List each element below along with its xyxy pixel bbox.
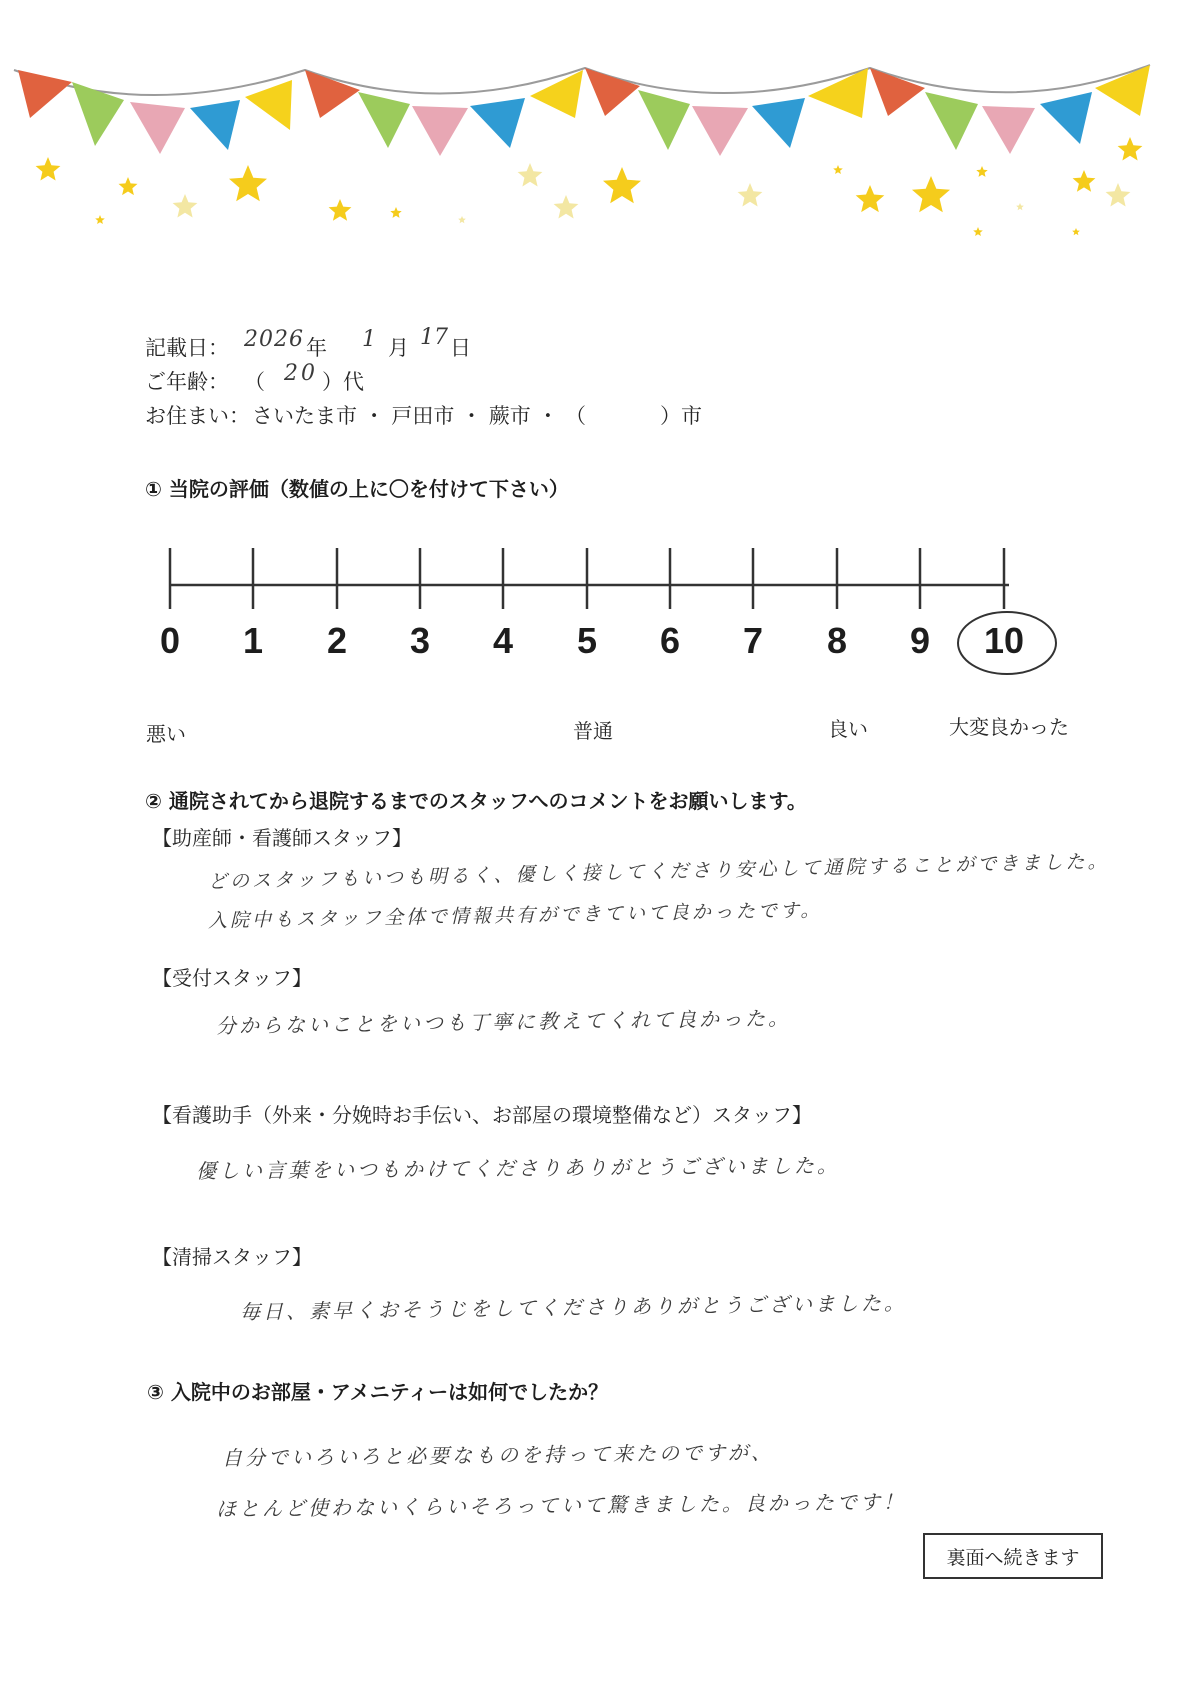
section-label-midwife: 【助産師・看護師スタッフ】: [152, 826, 412, 850]
star-icon: [229, 165, 267, 201]
residence-options: さいたま市 ・ 戸田市 ・ 蕨市 ・ （: [252, 404, 587, 428]
age-value: 20: [284, 361, 318, 386]
scale-number-8[interactable]: 8: [826, 620, 848, 661]
star-icon: [912, 176, 950, 212]
bunting-flag: [1095, 65, 1150, 116]
scale-number-6[interactable]: 6: [659, 620, 681, 661]
age-close-paren: ）代: [322, 370, 364, 394]
label-great: 大変良かった: [949, 715, 1069, 739]
scale-number-4[interactable]: 4: [492, 620, 514, 661]
bunting-flag: [692, 106, 748, 156]
label-normal: 普通: [573, 719, 613, 743]
star-icon: [738, 183, 763, 207]
star-icon: [833, 165, 843, 174]
bunting-banner: [0, 0, 1190, 260]
comment-midwife-line-2: 入院中もスタッフ全体で情報共有ができていて良かったです。: [207, 899, 823, 932]
scale-number-2[interactable]: 2: [326, 620, 348, 661]
scale-number-7[interactable]: 7: [742, 620, 764, 661]
bunting-flag: [305, 70, 360, 118]
star-icon: [329, 199, 352, 221]
year-unit: 年: [306, 336, 327, 360]
date-month-value: 1: [362, 327, 379, 352]
comment-reception-line-1: 分からないことをいつも丁寧に教えてくれて良かった。: [215, 1005, 792, 1038]
star-icon: [390, 207, 401, 218]
q1-title: ① 当院の評価（数値の上に〇を付けて下さい）: [145, 477, 569, 501]
scale-number-9[interactable]: 9: [909, 620, 931, 661]
scale-number-3[interactable]: 3: [409, 620, 431, 661]
section-label-assistant: 【看護助手（外来・分娩時お手伝い、お部屋の環境整備など）スタッフ】: [152, 1103, 812, 1127]
bunting-flag: [130, 102, 185, 154]
bunting-flag: [808, 68, 868, 118]
bunting-flag: [982, 106, 1035, 154]
section-label-reception: 【受付スタッフ】: [152, 966, 312, 990]
bunting-flag: [752, 98, 805, 148]
bunting-flag: [72, 82, 124, 146]
star-icon: [1073, 170, 1096, 192]
comment-midwife-line-1: どのスタッフもいつも明るく、優しく接してくださり安心して通院することができました。: [207, 850, 1110, 893]
bunting-flag: [18, 70, 72, 118]
date-label: 記載日：: [145, 336, 229, 360]
bunting-flag: [870, 68, 925, 116]
residence-close: ）市: [660, 404, 702, 428]
star-icon: [603, 167, 641, 203]
scale-number-5[interactable]: 5: [576, 620, 598, 661]
comment-cleaning-line-1: 毎日、素早くおそうじをしてくださりありがとうございました。: [239, 1290, 908, 1324]
star-icon: [973, 227, 983, 236]
bunting-flag: [245, 80, 292, 130]
star-icon: [1072, 228, 1080, 235]
label-bad: 悪い: [146, 722, 186, 746]
bunting-flag: [190, 100, 240, 150]
star-icon: [1016, 203, 1024, 210]
star-icon: [518, 163, 543, 187]
q2-title: ② 通院されてから退院するまでのスタッフへのコメントをお願いします。: [145, 789, 807, 813]
q3-title: ③ 入院中のお部屋・アメニティーは如何でしたか？: [147, 1380, 609, 1404]
star-icon: [1106, 183, 1131, 207]
scale-number-1[interactable]: 1: [242, 620, 264, 661]
bunting-flag: [412, 106, 468, 156]
bunting-string: [14, 65, 1150, 95]
label-good: 良い: [828, 717, 868, 741]
star-icon: [554, 195, 579, 219]
residence-label: お住まい：: [145, 404, 250, 428]
day-unit: 日: [450, 336, 471, 360]
bunting-flag: [638, 90, 690, 150]
month-unit: 月: [388, 336, 409, 360]
star-icon: [1118, 137, 1143, 161]
bunting-flag: [470, 98, 525, 148]
star-icon: [856, 185, 885, 212]
scale-number-0[interactable]: 0: [159, 620, 181, 661]
date-year-value: 2026: [244, 327, 304, 352]
continue-on-back-box: 裏面へ続きます: [923, 1533, 1103, 1579]
amenity-comment-line-2: ほとんど使わないくらいそろっていて驚きました。良かったです！: [215, 1489, 907, 1521]
bunting-flag: [585, 68, 640, 116]
scale-number-10[interactable]: 10: [983, 620, 1025, 661]
age-label: ご年齢：: [145, 370, 229, 394]
star-icon: [36, 157, 61, 181]
date-day-value: 17: [420, 325, 448, 350]
bunting-flag: [925, 92, 978, 150]
bunting-flag: [1040, 92, 1092, 144]
star-icon: [95, 215, 105, 224]
star-icon: [119, 177, 138, 195]
star-icon: [976, 166, 987, 177]
amenity-comment-line-1: 自分でいろいろと必要なものを持って来たのですが、: [221, 1440, 775, 1470]
star-icon: [458, 216, 466, 223]
section-label-cleaning: 【清掃スタッフ】: [152, 1245, 312, 1269]
star-icon: [173, 194, 198, 218]
comment-assistant-line-1: 優しい言葉をいつもかけてくださりありがとうございました。: [195, 1153, 841, 1183]
bunting-flag: [358, 92, 410, 148]
age-open-paren: （: [244, 370, 265, 394]
